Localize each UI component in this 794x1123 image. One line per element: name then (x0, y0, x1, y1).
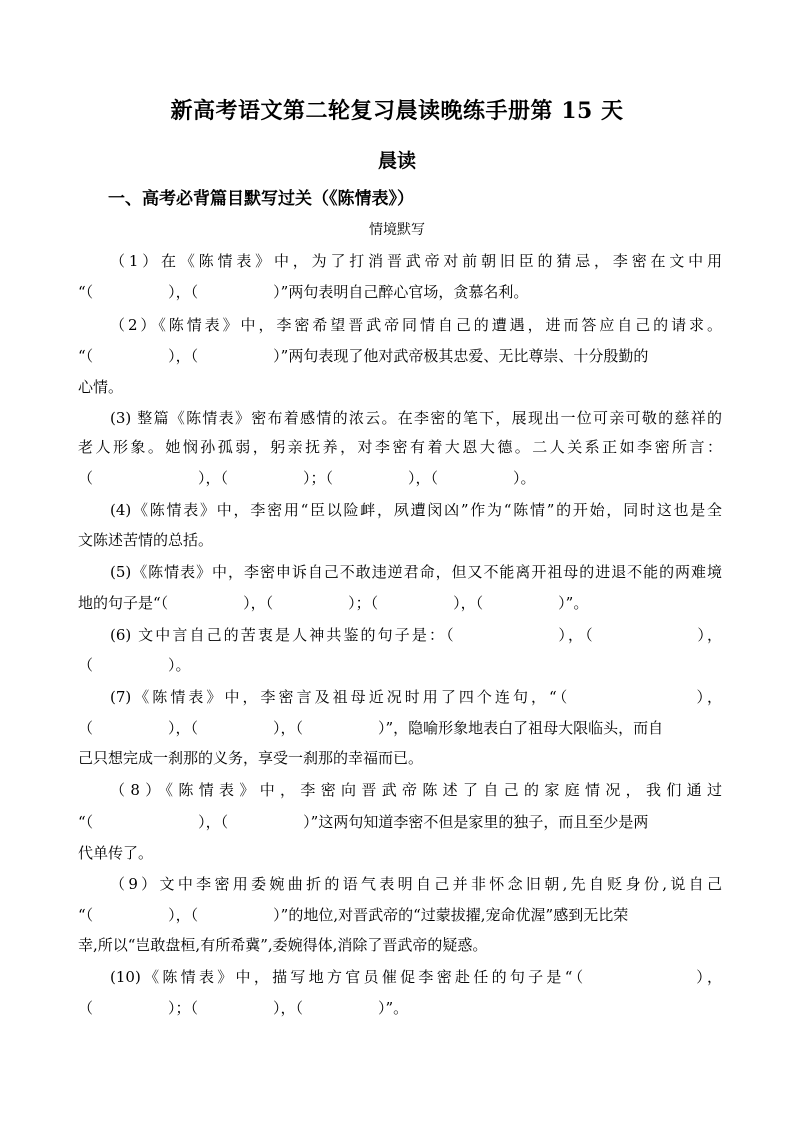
question-1-line-2: “（ ），（ ）”两句表明自己醉心官场，贪慕名利。 (78, 283, 529, 301)
question-1-line-1: （1）在《陈情表》中，为了打消晋武帝对前朝旧臣的猜忌，李密在文中用 (110, 252, 722, 270)
question-5-line-1: (5)《陈情表》中，李密申诉自己不敢违逆君命，但又不能离开祖母的进退不能的两难境 (110, 563, 722, 581)
page-subtitle: 晨读 (377, 150, 416, 172)
question-4-line-2: 文陈述苦情的总括。 (78, 531, 214, 549)
question-7-line-2: （ ），（ ），（ ）”，隐喻形象地表白了祖母大限临头，而自 (78, 719, 664, 737)
question-2-line-2: “（ ），（ ）”两句表现了他对武帝极其忠爱、无比尊崇、十分殷勤的 (78, 347, 649, 365)
question-9-line-1: （9）文中李密用委婉曲折的语气表明自己并非怀念旧朝,先自贬身份,说自己 (110, 875, 722, 893)
question-3-line-1: (3) 整篇《陈情表》密布着感情的浓云。在李密的笔下，展现出一位可亲可敬的慈祥的 (110, 409, 722, 427)
question-4-line-1: (4)《陈情表》中，李密用“臣以险衅，夙遭闵凶”作为“陈情”的开始，同时这也是全 (110, 501, 722, 519)
section-heading: 一、高考必背篇目默写过关（《陈情表》） (108, 189, 414, 209)
question-8-line-1: （8）《陈情表》中，李密向晋武帝陈述了自己的家庭情况，我们通过 (110, 781, 722, 799)
question-6-line-1: (6) 文中言自己的苦衷是人神共鉴的句子是：（ ），（ ）， (110, 626, 722, 644)
question-9-line-3: 幸,所以“岂敢盘桓,有所希冀”,委婉得体,消除了晋武帝的疑惑。 (78, 936, 488, 954)
question-8-line-3: 代单传了。 (78, 844, 154, 862)
question-8-line-2: “（ ），（ ）”这两句知道李密不但是家里的独子，而且至少是两 (78, 813, 649, 831)
question-10-line-2: （ ）；（ ），（ ）”。 (78, 999, 409, 1017)
question-2-line-3: 心情。 (78, 378, 124, 396)
question-9-line-2: “（ ），（ ）”的地位,对晋武帝的“过蒙拔擢,宠命优渥”感到无比荣 (78, 906, 629, 924)
question-6-line-2: （ ）。 (78, 656, 191, 674)
question-7-line-3: 己只想完成一刹那的义务，享受一刹那的幸福而已。 (78, 749, 424, 767)
question-3-line-2: 老人形象。她悯孙孤弱，躬亲抚养，对李密有着大恩大德。二人关系正如李密所言： (78, 438, 722, 456)
question-10-line-1: (10)《陈情表》中，描写地方官员催促李密赴任的句子是“（ ）， (110, 968, 722, 986)
question-5-line-2: 地的句子是“（ ），（ ）；（ ），（ ）”。 (78, 594, 589, 612)
page-title: 新高考语文第二轮复习晨读晚练手册第 15 天 (170, 98, 624, 124)
question-3-line-3: （ ），（ ）；（ ），（ ）。 (78, 469, 536, 487)
question-7-line-1: (7)《陈情表》中，李密言及祖母近况时用了四个连句，“（ ）， (110, 688, 722, 706)
exercise-label: 情境默写 (369, 222, 425, 238)
question-2-line-1: （2）《陈情表》中，李密希望晋武帝同情自己的遭遇，进而答应自己的请求。 (110, 316, 722, 334)
